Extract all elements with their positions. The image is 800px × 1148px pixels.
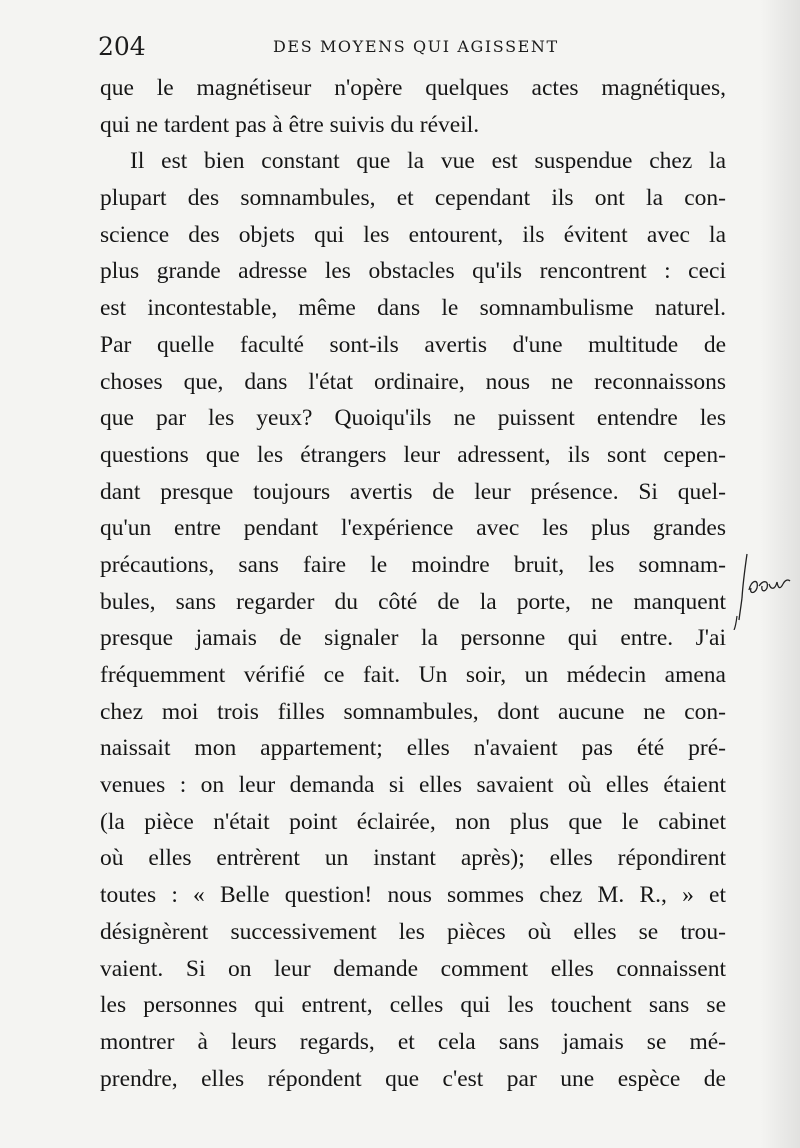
text-line: précautions, sans faire le moindre bruit, les somnam- — [100, 551, 726, 578]
text-line: science des objets qui les entourent, ils évitent avec la — [100, 221, 726, 248]
text-line: montrer à leurs regards, et cela sans jamais se mé- — [100, 1028, 726, 1055]
text-line: toutes : « Belle question! nous sommes chez M. R., » et — [100, 882, 726, 909]
text-line: vaient. Si on leur demande comment elles connaissent — [100, 955, 726, 982]
text-line: prendre, elles répondent que c'est par une espèce de — [100, 1065, 726, 1092]
text-line: que le magnétiseur n'opère quelques actes magnétiques, — [100, 75, 726, 101]
text-line: que par les yeux? Quoiqu'ils ne puissent entendre les — [100, 405, 726, 432]
text-line: où elles entrèrent un instant après); elles répondirent — [100, 845, 726, 872]
page-header — [98, 32, 738, 60]
handwritten-margin-note — [733, 550, 793, 630]
text-line: (la pièce n'était point éclairée, non plus que le cabinet — [100, 808, 726, 835]
body-text — [100, 70, 726, 1097]
text-line: venues : on leur demanda si elles savaient où elles étaient — [100, 772, 726, 799]
text-line: les personnes qui entrent, celles qui les touchent sans se — [100, 992, 726, 1019]
text-line: Par quelle faculté sont-ils avertis d'une multitude de — [100, 331, 726, 358]
text-line: plupart des somnambules, et cependant ils ont la con- — [100, 185, 726, 212]
text-line: naissait mon appartement; elles n'avaient pas été pré- — [100, 735, 726, 762]
text-line: qui ne tardent pas à être suivis du réveil. — [100, 111, 480, 138]
text-line: dant presque toujours avertis de leur présence. Si quel- — [100, 478, 726, 505]
running-head: DES MOYENS QUI AGISSENT — [273, 37, 559, 56]
text-line: bules, sans regarder du côté de la porte, ne manquent — [100, 588, 726, 615]
text-line: désignèrent successivement les pièces où elles se trou- — [100, 918, 726, 945]
text-line: presque jamais de signaler la personne qui entre. J'ai — [100, 625, 726, 652]
text-line: plus grande adresse les obstacles qu'ils rencontrent : ceci — [100, 258, 726, 285]
text-line: est incontestable, même dans le somnambulisme naturel. — [100, 295, 726, 322]
text-line: fréquemment vérifié ce fait. Un soir, un médecin amena — [100, 662, 726, 688]
text-line: questions que les étrangers leur adressent, ils sont cepen- — [100, 441, 726, 468]
text-line: qu'un entre pendant l'expérience avec les plus grandes — [100, 515, 726, 542]
page-number: 204 — [98, 32, 146, 61]
text-line: chez moi trois filles somnambules, dont aucune ne con- — [100, 698, 726, 725]
text-line: Il est bien constant que la vue est suspendue chez la — [130, 148, 726, 175]
text-line: choses que, dans l'état ordinaire, nous ne reconnaissons — [100, 368, 726, 395]
